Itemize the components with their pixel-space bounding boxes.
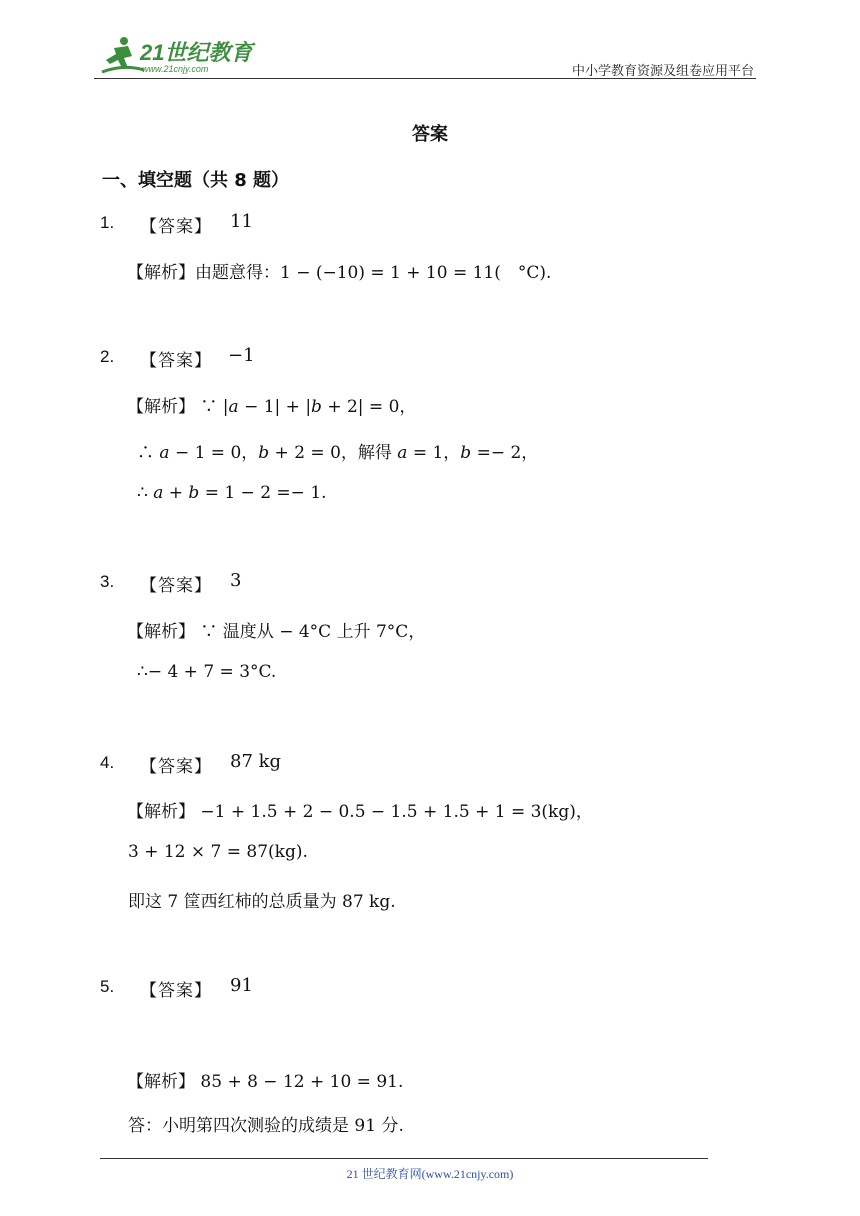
footer-link[interactable]: 21 世纪教育网(www.21cnjy.com) <box>346 1167 514 1181</box>
question-number: 1. <box>100 213 115 232</box>
answer-value: −1 <box>228 345 255 366</box>
answer-value: 91 <box>230 975 253 996</box>
explanation-line: 答：小明第四次测验的成绩是 91 分. <box>128 1116 404 1136</box>
answer-label: 【答案】 <box>140 576 212 596</box>
page-title: 答案 <box>412 124 448 145</box>
section-heading: 一、填空题（共 8 题） <box>102 170 290 191</box>
logo-text: 21世纪教育 <box>140 40 253 65</box>
footer-divider <box>100 1158 708 1159</box>
platform-tagline: 中小学教育资源及组卷应用平台 <box>571 64 754 79</box>
answer-label: 【答案】 <box>140 757 212 777</box>
explanation-line: ∴ 𝑎 − 1 = 0，𝑏 + 2 = 0，解得 𝑎 = 1，𝑏 =− 2， <box>137 443 539 463</box>
explanation-line: 3 + 12 × 7 = 87(kg). <box>128 842 308 862</box>
site-logo <box>94 34 264 78</box>
explanation-line: 【解析】 85 + 8 − 12 + 10 = 91. <box>127 1072 404 1092</box>
explanation-line: 【解析】由题意得：1 − (−10) = 1 + 10 = 11( °C). <box>127 263 552 283</box>
answer-label: 【答案】 <box>140 217 212 237</box>
explanation-line: 即这 7 筐西红柿的总质量为 87 kg. <box>128 892 396 912</box>
answer-value: 87 kg <box>230 751 282 772</box>
question-number: 3. <box>100 572 115 591</box>
answer-value: 3 <box>230 570 242 591</box>
answer-value: 11 <box>230 211 253 232</box>
question-number: 5. <box>100 977 115 996</box>
question-number: 4. <box>100 753 115 772</box>
header-divider <box>94 78 756 79</box>
explanation-line: ∴− 4 + 7 = 3°C. <box>137 662 277 682</box>
explanation-line: ∴ 𝑎 + 𝑏 = 1 − 2 =− 1. <box>137 483 327 503</box>
logo-url: www.21cnjy.com <box>142 64 209 74</box>
explanation-line: 【解析】 ∵ |𝑎 − 1| + |𝑏 + 2| = 0， <box>127 397 417 417</box>
answer-label: 【答案】 <box>140 351 212 371</box>
explanation-line: 【解析】 −1 + 1.5 + 2 − 0.5 − 1.5 + 1.5 + 1 = 3(kg)， <box>127 802 593 822</box>
explanation-line: 【解析】 ∵ 温度从 − 4°C 上升 7°C， <box>127 622 426 642</box>
question-number: 2. <box>100 347 115 366</box>
logo-graphic <box>94 34 264 78</box>
answer-label: 【答案】 <box>140 981 212 1001</box>
